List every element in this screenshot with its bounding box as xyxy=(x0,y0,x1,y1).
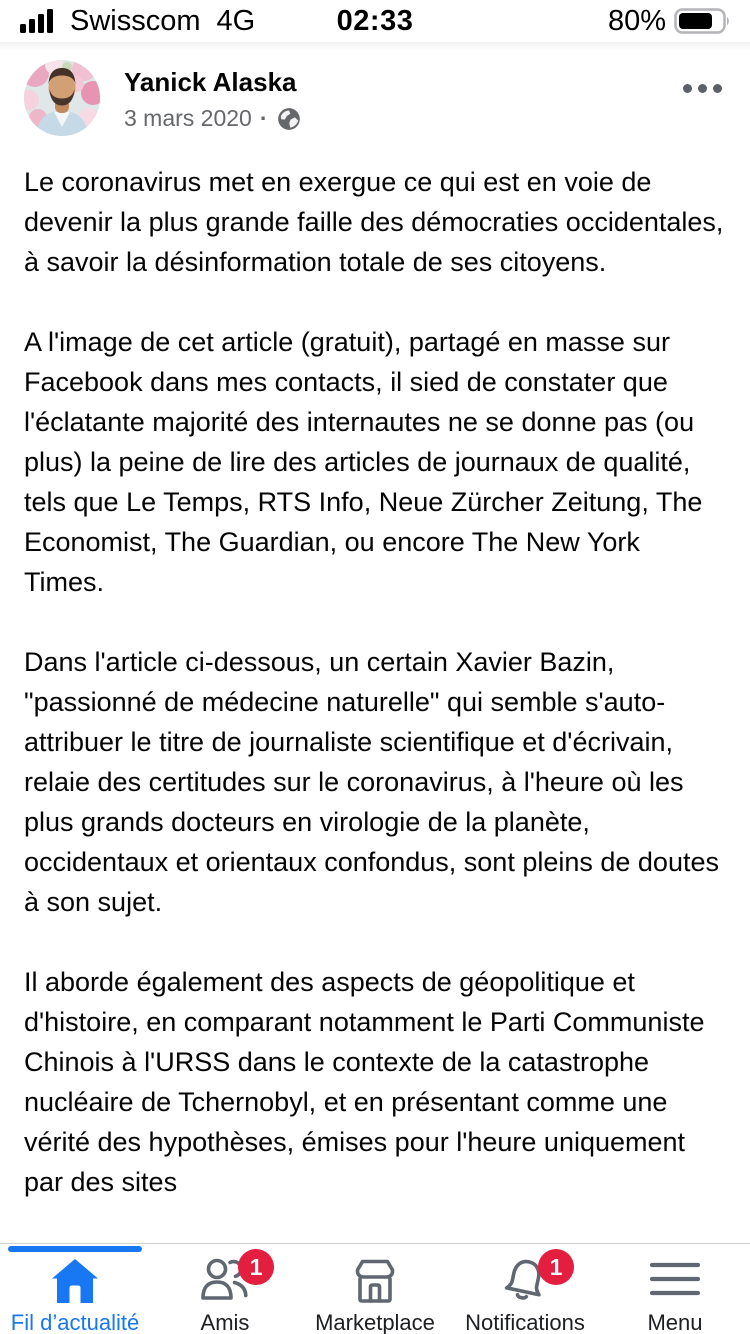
post-paragraph: Le coronavirus met en exergue ce qui est en voie de devenir la plus grande faille des démocraties occidentales, à savoir la désinformation totale de ses citoyens. xyxy=(24,167,724,277)
avatar[interactable] xyxy=(24,60,100,136)
battery-icon xyxy=(674,8,732,34)
post-date: 3 mars 2020 xyxy=(124,105,252,131)
tab-label-menu: Menu xyxy=(647,1310,703,1334)
network-type-label: 4G xyxy=(216,4,256,37)
notifications-badge: 1 xyxy=(538,1249,574,1285)
tab-notifications[interactable] xyxy=(450,1244,600,1334)
home-icon-wrap xyxy=(49,1257,101,1305)
post-paragraph: A l'image de cet article (gratuit), partagé en masse sur Facebook dans mes contacts, il sied de constater que l'éclatante majorité des internautes ne se donne pas (ou plus) la peine de lire des articles de journaux de qualité, tels que Le Temps, RTS Info, Neue Zürcher Zeitung, The Economist, The Guardian, ou encore The New York Times. xyxy=(24,327,703,597)
battery-percent-label: 80% xyxy=(607,4,666,37)
tab-label-friends: Amis xyxy=(200,1310,250,1334)
author-block xyxy=(124,60,302,132)
post-meta[interactable] xyxy=(124,105,302,132)
author-name[interactable]: Yanick Alaska xyxy=(124,67,297,97)
notifications-icon-wrap xyxy=(500,1253,563,1305)
hamburger-menu-icon xyxy=(650,1257,700,1305)
tab-label-news-feed: Fil d’actualité xyxy=(10,1310,140,1334)
ellipsis-icon xyxy=(683,84,692,93)
friends-badge: 1 xyxy=(238,1249,274,1285)
more-options-button[interactable] xyxy=(673,60,726,103)
globe-privacy-icon xyxy=(276,106,302,132)
active-tab-indicator xyxy=(8,1246,142,1252)
tab-menu[interactable] xyxy=(600,1244,750,1334)
clock: 02:33 xyxy=(336,4,414,37)
post-text xyxy=(0,136,750,1202)
status-bar xyxy=(0,0,750,42)
avatar-image xyxy=(24,60,100,136)
tab-label-marketplace: Marketplace xyxy=(315,1310,435,1334)
ellipsis-icon xyxy=(698,84,707,93)
post-paragraph: Il aborde également des aspects de géopolitique et d'histoire, en comparant notamment le Parti Communiste Chinois à l'URSS dans le contexte de la catastrophe nucléaire de Tchernobyl, et en présentant comme une vérité des hypothèses, émises pour l'heure uniquement par des sites xyxy=(24,967,705,1197)
carrier-label: Swisscom xyxy=(70,4,201,37)
status-right-group xyxy=(608,5,732,38)
facebook-post xyxy=(0,50,750,1202)
tab-marketplace[interactable] xyxy=(300,1244,450,1334)
meta-separator: · xyxy=(259,105,268,131)
post-header xyxy=(0,50,750,136)
friends-icon-wrap xyxy=(200,1253,263,1305)
home-icon xyxy=(49,1257,101,1305)
tab-label-notifications: Notifications xyxy=(465,1310,585,1334)
menu-icon-wrap xyxy=(650,1257,700,1305)
tab-friends[interactable] xyxy=(150,1244,300,1334)
tab-bar xyxy=(0,1243,750,1334)
tab-news-feed[interactable] xyxy=(0,1244,150,1334)
status-bar-divider xyxy=(0,42,750,50)
post-paragraph: Dans l'article ci-dessous, un certain Xavier Bazin, "passionné de médecine naturelle" qui semble s'auto-attribuer le titre de journaliste scientifique et d'écrivain, relaie des certitudes sur le coronavirus, à l'heure où les plus grands docteurs en virologie de la planète, occidentaux et orientaux confondus, sont pleins de doutes à son sujet. xyxy=(24,647,719,917)
ellipsis-icon xyxy=(713,84,722,93)
marketplace-icon xyxy=(350,1257,400,1305)
marketplace-icon-wrap xyxy=(350,1257,400,1305)
